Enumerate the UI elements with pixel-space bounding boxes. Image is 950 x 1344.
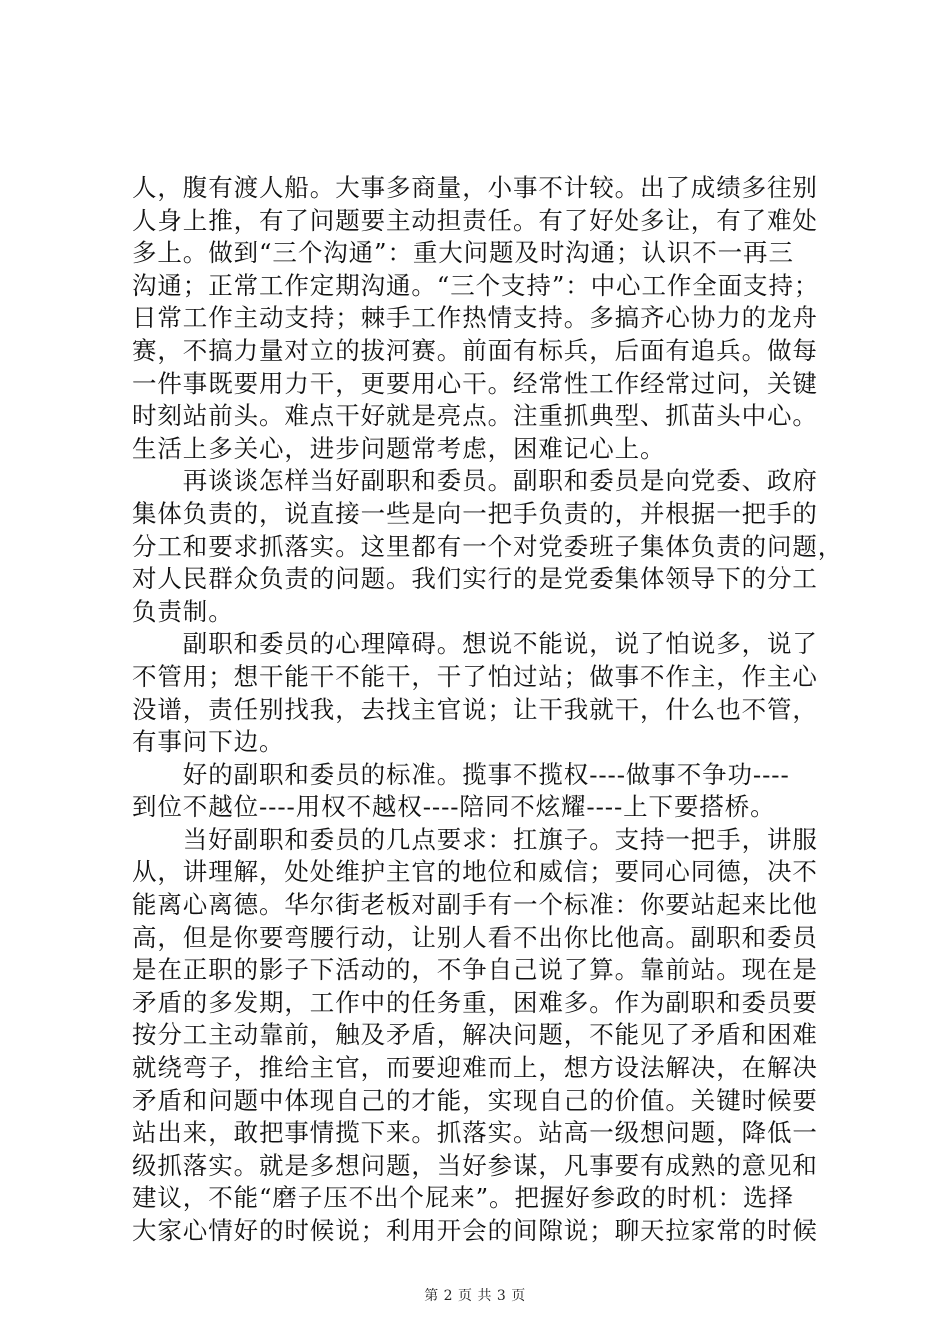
body-text xyxy=(132,172,844,1248)
text-line: 人，腹有渡人船。大事多商量，小事不计较。出了成绩多往别 xyxy=(132,173,818,202)
text-line: 日常工作主动支持；棘手工作热情支持。多搞齐心协力的龙舟 xyxy=(132,303,818,333)
text-line: 赛，不搞力量对立的拔河赛。前面有标兵，后面有追兵。做每 xyxy=(132,335,818,365)
page-number-footer: 第 2 页 共 3 页 xyxy=(424,1288,526,1304)
text-line: 生活上多关心，进步问题常考虑，困难记心上。 xyxy=(132,433,666,463)
text-line: 从，讲理解，处处维护主官的地位和威信；要同心同德，决不 xyxy=(132,857,818,887)
text-line: 高，但是你要弯腰行动，让别人看不出你比他高。副职和委员 xyxy=(132,922,818,952)
text-line: 大家心情好的时候说；利用开会的间隙说；聊天拉家常的时候 xyxy=(132,1216,818,1245)
text-line: 沟通；正常工作定期沟通。“三个支持”：中心工作全面支持； xyxy=(132,270,820,300)
text-line: 一件事既要用力干，更要用心干。经常性工作经常过问，关键 xyxy=(132,368,818,398)
text-line: 副职和委员的心理障碍。想说不能说，说了怕说多，说了 xyxy=(132,629,818,659)
text-line: 分工和要求抓落实。这里都有一个对党委班子集体负责的问题， xyxy=(132,531,844,561)
text-line: 矛盾的多发期，工作中的任务重，困难多。作为副职和委员要 xyxy=(132,987,818,1017)
text-line: 有事问下边。 xyxy=(132,727,285,757)
text-line: 当好副职和委员的几点要求：扛旗子。支持一把手，讲服 xyxy=(132,824,818,854)
text-line: 矛盾和问题中体现自己的才能，实现自己的价值。关键时候要 xyxy=(132,1085,818,1115)
text-line: 级抓落实。就是多想问题，当好参谋，凡事要有成熟的意见和 xyxy=(132,1150,818,1180)
text-line: 就绕弯子，推给主官，而要迎难而上，想方设法解决，在解决 xyxy=(132,1053,818,1083)
text-line: 按分工主动靠前，触及矛盾，解决问题，不能见了矛盾和困难 xyxy=(132,1020,818,1050)
text-line: 站出来，敢把事情揽下来。抓落实。站高一级想问题，降低一 xyxy=(132,1118,818,1148)
text-line: 再谈谈怎样当好副职和委员。副职和委员是向党委、政府 xyxy=(132,466,818,496)
text-line: 时刻站前头。难点干好就是亮点。注重抓典型、抓苗头中心。 xyxy=(132,401,818,431)
text-line: 对人民群众负责的问题。我们实行的是党委集体领导下的分工 xyxy=(132,564,818,594)
text-line: 能离心离德。华尔街老板对副手有一个标准：你要站起来比他 xyxy=(132,890,818,920)
text-line: 集体负责的，说直接一些是向一把手负责的，并根据一把手的 xyxy=(132,498,818,528)
text-line: 好的副职和委员的标准。揽事不揽权----做事不争功---- xyxy=(132,759,790,789)
text-line: 建议，不能“磨子压不出个屁来”。把握好参政的时机：选择 xyxy=(132,1183,794,1213)
text-line: 是在正职的影子下活动的，不争自己说了算。靠前站。现在是 xyxy=(132,955,818,985)
text-line: 没谱，责任别找我，去找主官说；让干我就干，什么也不管， xyxy=(132,694,818,724)
text-line: 人身上推，有了问题要主动担责任。有了好处多让，有了难处 xyxy=(132,205,818,235)
text-line: 不管用；想干能干不能干，干了怕过站；做事不作主，作主心 xyxy=(132,661,818,691)
text-line: 负责制。 xyxy=(132,596,234,626)
text-line: 到位不越位----用权不越权----陪同不炫耀----上下要搭桥。 xyxy=(132,792,776,822)
text-line: 多上。做到“三个沟通”：重大问题及时沟通；认识不一再三 xyxy=(132,238,794,268)
